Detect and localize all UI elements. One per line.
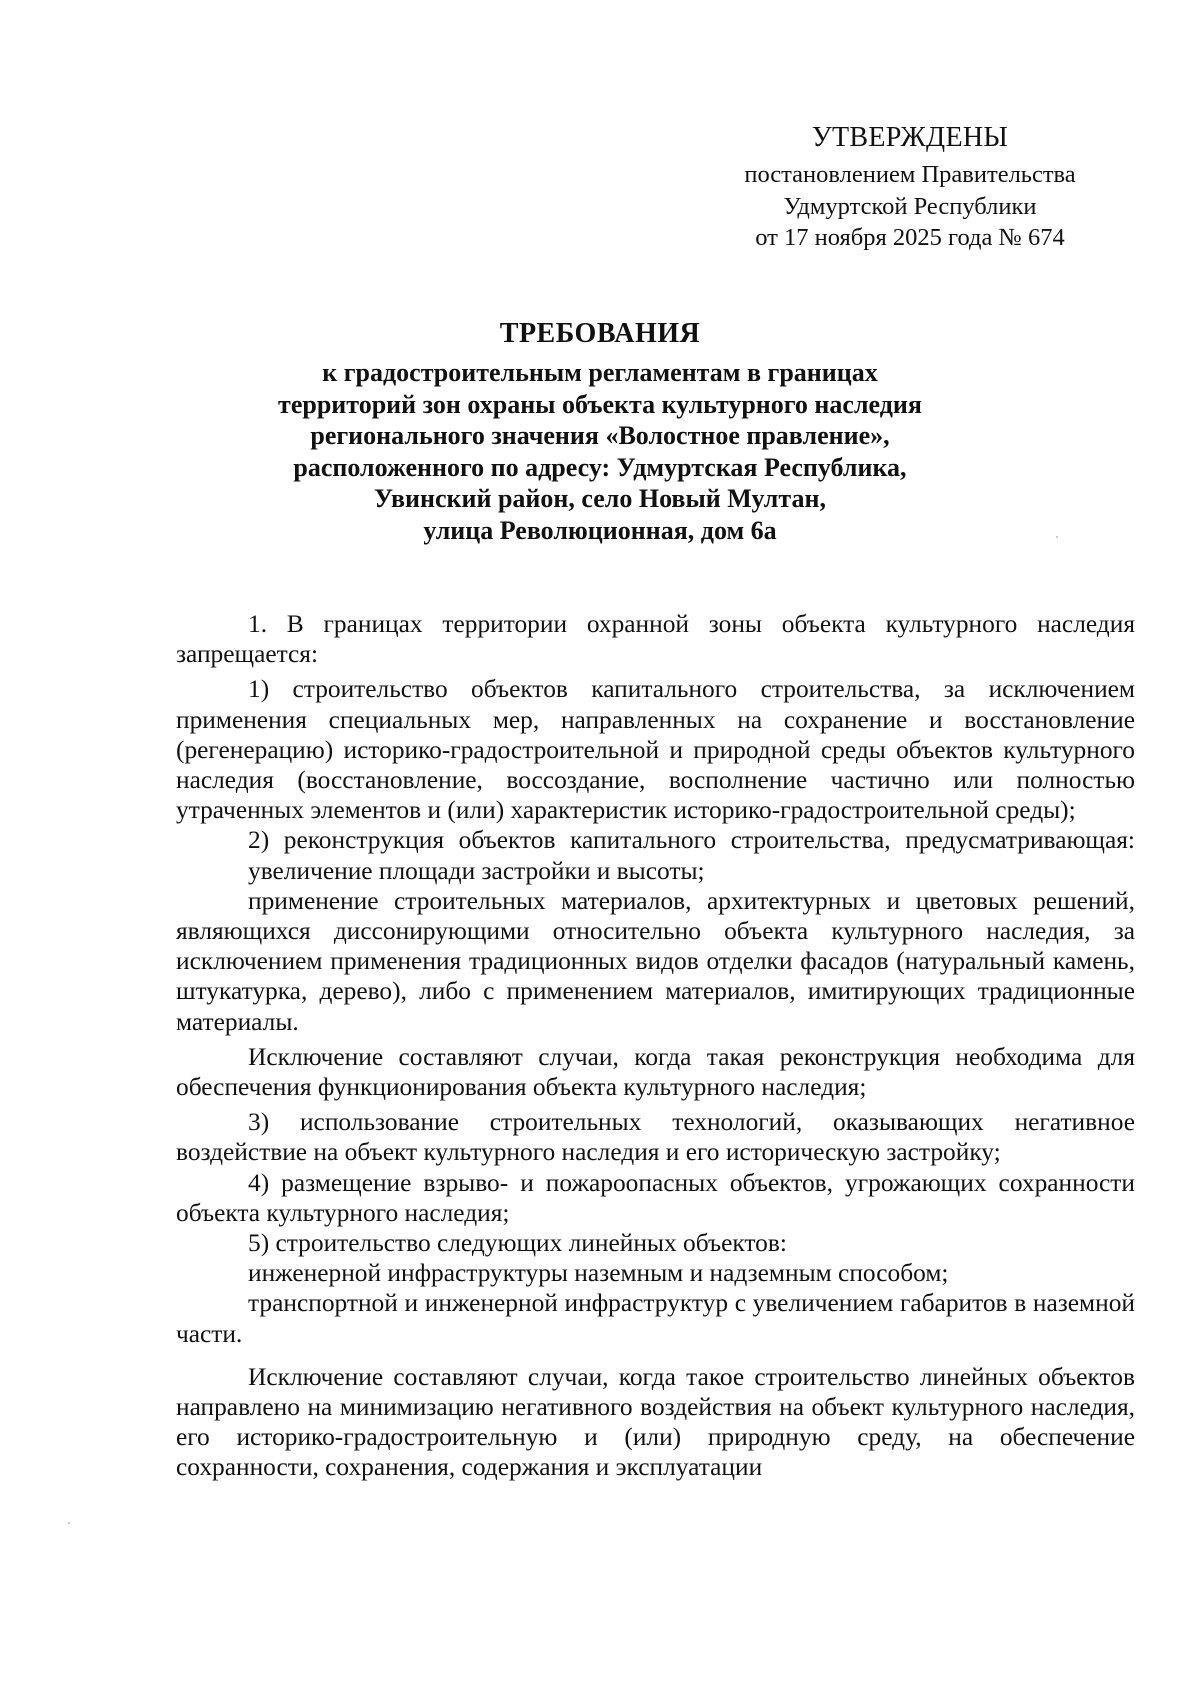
- approval-block: [700, 122, 1120, 254]
- title-line: расположенного по адресу: Удмуртская Республика,: [293, 452, 907, 482]
- body-paragraph: Исключение составляют случаи, когда такая реконструкция необходима для обеспечения функционирования объекта культурного наследия;: [176, 1042, 1135, 1102]
- body-paragraph: 1. В границах территории охранной зоны объекта культурного наследия запрещается:: [176, 610, 1135, 669]
- body-paragraph: инженерной инфраструктуры наземным и надземным способом;: [248, 1259, 949, 1288]
- body-paragraph: применение строительных материалов, архитектурных и цветовых решений, являющихся диссонирующими относительно объекта культурного наследия, за исключением применения традиционных видов отделки фасадов (натуральный камень, штукатурка, дерево), либо с применением материалов, имитирующих традиционные материалы.: [176, 886, 1135, 1036]
- body-paragraph: 5) строительство следующих линейных объектов:: [248, 1229, 787, 1258]
- title-line: регионального значения «Волостное правление»,: [310, 421, 890, 450]
- approval-line: Удмуртской Республики: [783, 192, 1037, 220]
- body-paragraph: 4) размещение взрыво- и пожароопасных объектов, угрожающих сохранности объекта культурного наследия;: [176, 1168, 1135, 1227]
- body-paragraph: 2) реконструкция объектов капитального строительства, предусматривающая:: [248, 826, 1135, 855]
- title-line: территорий зон охраны объекта культурного наследия: [278, 389, 922, 419]
- scan-speck: [1056, 536, 1058, 538]
- body-paragraph: Исключение составляют случаи, когда такое строительство линейных объектов направлено на минимизацию негативного воздействия на объект культурного наследия, его историко-градостроительную и (или) природную среду, на обеспечение сохранности, сохранения, содержания и эксплуатации: [176, 1362, 1135, 1482]
- scan-speck: [68, 1522, 70, 1524]
- title-heading: ТРЕБОВАНИЯ: [499, 318, 701, 349]
- document-title: [200, 318, 1000, 546]
- document-body: [176, 609, 1135, 1483]
- title-line: Увинский район, село Новый Мултан,: [374, 484, 826, 513]
- body-paragraph: 1) строительство объектов капитального строительства, за исключением применения специальных мер, направленных на сохранение и восстановление (регенерацию) историко-градостроительной и природной среды объектов культурного наследия (восстановление, воссоздание, восполнение частично или полностью утраченных элементов и (или) характеристик историко-градостроительной среды);: [176, 675, 1135, 825]
- body-paragraph: 3) использование строительных технологий, оказывающих негативное воздействие на объект культурного наследия и его историческую застройку;: [176, 1108, 1135, 1167]
- approval-line: постановлением Правительства: [744, 161, 1076, 188]
- body-paragraph: увеличение площади застройки и высоты;: [248, 856, 705, 885]
- body-paragraph: транспортной и инженерной инфраструктур с увеличением габаритов в наземной части.: [176, 1289, 1135, 1348]
- title-line: улица Революционная, дом 6а: [423, 515, 777, 545]
- approval-date-line: от 17 ноября 2025 года № 674: [755, 224, 1065, 251]
- title-line: к градостроительным регламентам в границах: [322, 358, 878, 387]
- approval-heading: УТВЕРЖДЕНЫ: [811, 122, 1009, 153]
